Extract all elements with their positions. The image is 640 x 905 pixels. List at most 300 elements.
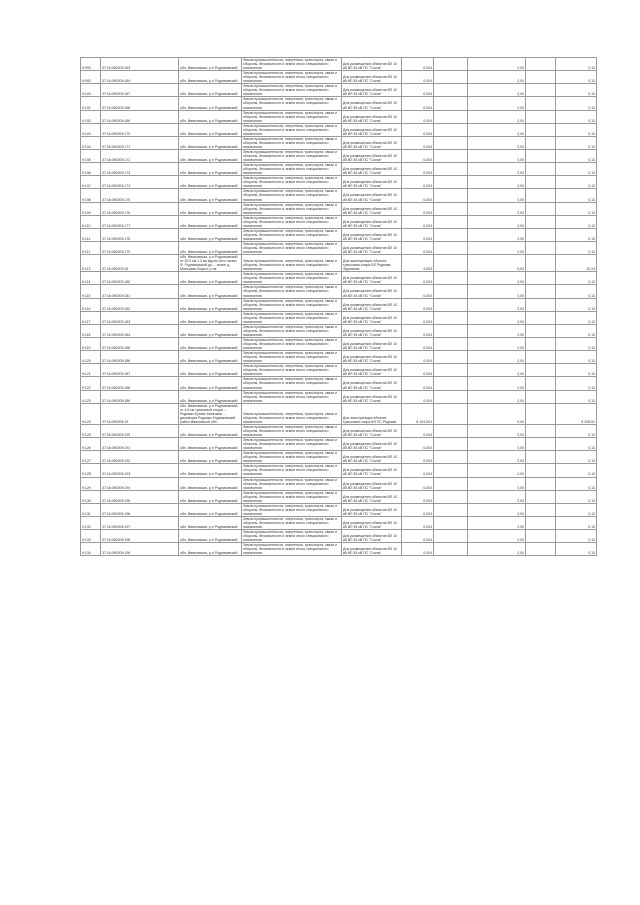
cadastral-number-cell: 37:16:090209:199 bbox=[101, 543, 179, 556]
cadastral-number-cell: 37:16:090209:180 bbox=[101, 272, 179, 285]
permitted-use-cell: Для размещения объектов ВЛ 10 кВ ВЛ 35 кВ ПС "Сосна" bbox=[342, 424, 402, 437]
value-cell-4: 0,13 bbox=[556, 451, 597, 464]
cadastral-number-cell: 37:16:090209:192 bbox=[101, 451, 179, 464]
value-cell-2: 2,00 bbox=[468, 215, 526, 228]
address-cell: обл. Ивановская, р-н Родниковский bbox=[179, 110, 242, 123]
value-cell-4: 0,13 bbox=[556, 71, 597, 84]
table-row bbox=[81, 228, 597, 241]
cadastral-number-cell: 37:16:090209:175 bbox=[101, 189, 179, 202]
permitted-use-cell: Для размещения объектов ВЛ 10 кВ ВЛ 35 кВ ПС "Сосна" bbox=[342, 272, 402, 285]
land-category-cell: Земли промышленности, энергетики, транспорта, связи и обороны, безопасности и земли иного специального назначения bbox=[242, 324, 342, 337]
row-number-cell: 9:102 bbox=[81, 110, 101, 123]
value-cell-2: 2,00 bbox=[468, 364, 526, 377]
value-cell-4: 0,13 bbox=[556, 543, 597, 556]
cadastral-number-cell: 37:16:090209:198 bbox=[101, 530, 179, 543]
row-number-cell: 9:123 bbox=[81, 390, 101, 403]
value-cell-4: 0,13 bbox=[556, 390, 597, 403]
row-number-cell: 9:100 bbox=[81, 84, 101, 97]
land-category-cell: Земли промышленности, энергетики, транспорта, связи и обороны, безопасности и земли иного специального назначения bbox=[242, 58, 342, 71]
value-cell-3 bbox=[526, 311, 556, 324]
area-cell: 0,004 bbox=[402, 298, 434, 311]
value-cell-1 bbox=[434, 71, 468, 84]
row-number-cell: 9:127 bbox=[81, 451, 101, 464]
table-row bbox=[81, 136, 597, 149]
address-cell: обл. Ивановская, р-н Родниковский bbox=[179, 176, 242, 189]
value-cell-1 bbox=[434, 311, 468, 324]
permitted-use-cell: Для эксплуатации объекта трассовая опора ВЛ Родники-Фурманов bbox=[342, 255, 402, 272]
row-number-cell: 9:106 bbox=[81, 163, 101, 176]
permitted-use-cell: Для размещения объектов ВЛ 10 кВ ВЛ 35 кВ ПС "Сосна" bbox=[342, 451, 402, 464]
cadastral-number-cell: 37:16:090209:167 bbox=[101, 84, 179, 97]
table-body bbox=[81, 58, 597, 556]
permitted-use-cell: Для размещения объектов ВЛ 10 кВ ВЛ 35 кВ ПС "Сосна" bbox=[342, 241, 402, 254]
value-cell-3 bbox=[526, 438, 556, 451]
address-cell: обл. Ивановская, р-н Родниковский bbox=[179, 149, 242, 162]
land-category-cell: Земли промышленности, энергетики, транспорта, связи и обороны, безопасности и земли иного специального назначения bbox=[242, 377, 342, 390]
land-category-cell: Земли промышленности, энергетики, транспорта, связи и обороны, безопасности и земли иного специального назначения bbox=[242, 390, 342, 403]
value-cell-2: 2,00 bbox=[468, 530, 526, 543]
cadastral-number-cell: 37:16:090209:19 bbox=[101, 403, 179, 424]
cadastral-number-cell: 37:16:090209:172 bbox=[101, 149, 179, 162]
address-cell: обл. Ивановская, р-н Родниковский bbox=[179, 71, 242, 84]
area-cell: 0,004 bbox=[402, 97, 434, 110]
table-row bbox=[81, 189, 597, 202]
cadastral-number-cell: 37:16:090209:174 bbox=[101, 176, 179, 189]
permitted-use-cell: Для размещения объектов ВЛ 10 кВ ВЛ 35 кВ ПС "Сосна" bbox=[342, 377, 402, 390]
permitted-use-cell: Для эксплуатации объекта трассовая опора ВЛ ПС Родники bbox=[342, 403, 402, 424]
area-cell: 0,004 bbox=[402, 215, 434, 228]
value-cell-1 bbox=[434, 403, 468, 424]
area-cell: 0,004 bbox=[402, 530, 434, 543]
value-cell-2: 2,00 bbox=[468, 176, 526, 189]
value-cell-2: 2,00 bbox=[468, 516, 526, 529]
table-row bbox=[81, 464, 597, 477]
land-category-cell: Земли промышленности, энергетики, транспорта, связи и обороны, безопасности и земли иного специального назначения bbox=[242, 451, 342, 464]
address-cell: обл. Ивановская, р-н Родниковский bbox=[179, 97, 242, 110]
value-cell-4: 0,13 bbox=[556, 324, 597, 337]
cadastral-number-cell: 37:16:090209:183 bbox=[101, 311, 179, 324]
cadastral-number-cell: 37:16:090209:187 bbox=[101, 364, 179, 377]
row-number-cell: 9:126 bbox=[81, 438, 101, 451]
area-cell: 0,004 bbox=[402, 58, 434, 71]
area-cell: 0,004 bbox=[402, 136, 434, 149]
table-row bbox=[81, 438, 597, 451]
value-cell-1 bbox=[434, 202, 468, 215]
table-row bbox=[81, 149, 597, 162]
value-cell-2: 2,00 bbox=[468, 110, 526, 123]
table-row bbox=[81, 477, 597, 490]
value-cell-4: 0,13 bbox=[556, 311, 597, 324]
row-number-cell: 9:133 bbox=[81, 530, 101, 543]
row-number-cell: 9:122 bbox=[81, 377, 101, 390]
area-cell: 0,004 bbox=[402, 424, 434, 437]
value-cell-4: 0,13 bbox=[556, 377, 597, 390]
address-cell: обл. Ивановская, р-н Родниковский bbox=[179, 477, 242, 490]
row-number-cell: 9:105 bbox=[81, 149, 101, 162]
permitted-use-cell: Для размещения объектов ВЛ 10 кВ ВЛ 35 кВ ПС "Сосна" bbox=[342, 530, 402, 543]
address-cell: обл. Ивановская, р-н Родниковский bbox=[179, 123, 242, 136]
permitted-use-cell: Для размещения объектов ВЛ 10 кВ ВЛ 35 кВ ПС "Сосна" bbox=[342, 490, 402, 503]
value-cell-4: 0,13 bbox=[556, 84, 597, 97]
land-category-cell: Земли промышленности, энергетики, транспорта, связи и обороны, безопасности и земли иного специального назначения bbox=[242, 530, 342, 543]
address-cell: обл. Ивановская, р-н Родниковский bbox=[179, 364, 242, 377]
row-number-cell: 9:124 bbox=[81, 403, 101, 424]
value-cell-2: 0,00 bbox=[468, 403, 526, 424]
value-cell-1 bbox=[434, 503, 468, 516]
value-cell-1 bbox=[434, 272, 468, 285]
land-category-cell: Земли промышленности, энергетики, транспорта, связи и обороны, безопасности и земли иного специального назначения bbox=[242, 241, 342, 254]
value-cell-1 bbox=[434, 338, 468, 351]
permitted-use-cell: Для размещения объектов ВЛ 10 кВ ВЛ 35 кВ ПС "Сосна" bbox=[342, 338, 402, 351]
value-cell-1 bbox=[434, 543, 468, 556]
value-cell-4: 0,13 bbox=[556, 123, 597, 136]
land-category-cell: Земли промышленности, энергетики, транспорта, связи и обороны, безопасности и земли иного специального назначения bbox=[242, 110, 342, 123]
address-cell: обл. Ивановская, р-н Родниковский bbox=[179, 424, 242, 437]
area-cell: 0,004 bbox=[402, 163, 434, 176]
cadastral-number-cell: 37:16:090209:179 bbox=[101, 241, 179, 254]
cadastral-number-cell: 37:16:090209:185 bbox=[101, 338, 179, 351]
value-cell-3 bbox=[526, 84, 556, 97]
area-cell: 0,004 bbox=[402, 543, 434, 556]
value-cell-3 bbox=[526, 215, 556, 228]
permitted-use-cell: Для размещения объектов ВЛ 10 кВ ВЛ 35 кВ ПС "Сосна" bbox=[342, 311, 402, 324]
value-cell-3 bbox=[526, 189, 556, 202]
value-cell-3 bbox=[526, 530, 556, 543]
area-cell: 0,004 bbox=[402, 438, 434, 451]
table-row bbox=[81, 71, 597, 84]
value-cell-3 bbox=[526, 123, 556, 136]
land-category-cell: Земли промышленности, энергетики, транспорта, связи и обороны, безопасности и земли иного специального назначения bbox=[242, 351, 342, 364]
address-cell: обл. Ивановская, р-н Родниковский bbox=[179, 136, 242, 149]
area-cell: 0,004 bbox=[402, 189, 434, 202]
table-row bbox=[81, 324, 597, 337]
table-row bbox=[81, 97, 597, 110]
value-cell-1 bbox=[434, 255, 468, 272]
permitted-use-cell: Для размещения объектов ВЛ 10 кВ ВЛ 35 кВ ПС "Сосна" bbox=[342, 516, 402, 529]
value-cell-4: 0,13 bbox=[556, 202, 597, 215]
table-row bbox=[81, 338, 597, 351]
value-cell-3 bbox=[526, 543, 556, 556]
row-number-cell: 9:101 bbox=[81, 97, 101, 110]
value-cell-2: 2,00 bbox=[468, 311, 526, 324]
value-cell-1 bbox=[434, 97, 468, 110]
cadastral-number-cell: 37:16:090209:186 bbox=[101, 351, 179, 364]
value-cell-2: 2,00 bbox=[468, 390, 526, 403]
land-category-cell: Земли промышленности, энергетики, транспорта, связи и обороны, безопасности и земли иного специального назначения bbox=[242, 189, 342, 202]
value-cell-4: 0,13 bbox=[556, 272, 597, 285]
area-cell: 0,004 bbox=[402, 351, 434, 364]
land-category-cell: Земли промышленности, энергетики, транспорта, связи и обороны, безопасности и земли иного специального назначения bbox=[242, 311, 342, 324]
area-cell: 4,004 bbox=[402, 255, 434, 272]
value-cell-1 bbox=[434, 451, 468, 464]
value-cell-1 bbox=[434, 285, 468, 298]
value-cell-2: 2,00 bbox=[468, 202, 526, 215]
area-cell: 0,004 bbox=[402, 84, 434, 97]
land-category-cell: Земли промышленности, энергетики, транспорта, связи и обороны, безопасности и земли иного специального назначения bbox=[242, 516, 342, 529]
area-cell: 8 104,004 bbox=[402, 403, 434, 424]
row-number-cell: 9:125 bbox=[81, 424, 101, 437]
area-cell: 0,004 bbox=[402, 451, 434, 464]
address-cell: обл. Ивановская, р-н Родниковский bbox=[179, 377, 242, 390]
permitted-use-cell: Для размещения объектов ВЛ 10 кВ ВЛ 35 кВ ПС "Сосна" bbox=[342, 176, 402, 189]
cadastral-number-cell: 37:16:090209:194 bbox=[101, 477, 179, 490]
land-category-cell: Земли промышленности, энергетики, транспорта, связи и обороны, безопасности и земли иного специального назначения bbox=[242, 285, 342, 298]
row-number-cell: 9:112 bbox=[81, 241, 101, 254]
cadastral-number-cell: 37:16:090209:196 bbox=[101, 503, 179, 516]
value-cell-1 bbox=[434, 215, 468, 228]
land-parcels-table bbox=[80, 57, 597, 556]
value-cell-4: 0,13 bbox=[556, 241, 597, 254]
area-cell: 0,004 bbox=[402, 228, 434, 241]
table-row bbox=[81, 58, 597, 71]
table-row bbox=[81, 215, 597, 228]
value-cell-3 bbox=[526, 272, 556, 285]
address-cell: обл. Ивановская, р-н Родниковский bbox=[179, 338, 242, 351]
value-cell-1 bbox=[434, 123, 468, 136]
permitted-use-cell: Для размещения объектов ВЛ 10 кВ ВЛ 35 кВ ПС "Сосна" bbox=[342, 390, 402, 403]
row-number-cell: 9:118 bbox=[81, 324, 101, 337]
value-cell-3 bbox=[526, 163, 556, 176]
value-cell-2: 2,00 bbox=[468, 351, 526, 364]
value-cell-1 bbox=[434, 58, 468, 71]
permitted-use-cell: Для размещения объектов ВЛ 10 кВ ВЛ 35 кВ ПС "Сосна" bbox=[342, 84, 402, 97]
land-category-cell: Земли промышленности, энергетики, транспорта, связи и обороны, безопасности и земли иного специального назначения bbox=[242, 503, 342, 516]
area-cell: 0,004 bbox=[402, 123, 434, 136]
land-category-cell: Земли промышленности, энергетики, транспорта, связи и обороны, безопасности и земли иного специального назначения bbox=[242, 136, 342, 149]
area-cell: 0,004 bbox=[402, 285, 434, 298]
value-cell-1 bbox=[434, 176, 468, 189]
value-cell-3 bbox=[526, 176, 556, 189]
cadastral-number-cell: 37:16:090209:18 bbox=[101, 255, 179, 272]
row-number-cell: 9:111 bbox=[81, 228, 101, 241]
value-cell-3 bbox=[526, 490, 556, 503]
value-cell-2: 2,00 bbox=[468, 272, 526, 285]
value-cell-4: 0,13 bbox=[556, 516, 597, 529]
value-cell-3 bbox=[526, 364, 556, 377]
value-cell-4: 0,13 bbox=[556, 364, 597, 377]
value-cell-3 bbox=[526, 255, 556, 272]
value-cell-1 bbox=[434, 84, 468, 97]
land-category-cell: Земли промышленности, энергетики, транспорта, связи и обороны, безопасности и земли иного специального назначения bbox=[242, 176, 342, 189]
table-row bbox=[81, 503, 597, 516]
row-number-cell: 9:108 bbox=[81, 189, 101, 202]
value-cell-2: 2,00 bbox=[468, 228, 526, 241]
area-cell: 0,004 bbox=[402, 377, 434, 390]
address-cell: обл. Ивановская, р-н Родниковский bbox=[179, 451, 242, 464]
cadastral-number-cell: 37:16:090209:173 bbox=[101, 163, 179, 176]
address-cell: обл. Ивановская, р-н Родниковский bbox=[179, 215, 242, 228]
value-cell-2: 2,00 bbox=[468, 58, 526, 71]
value-cell-4: 0,13 bbox=[556, 438, 597, 451]
value-cell-2: 2,00 bbox=[468, 477, 526, 490]
value-cell-4: 0,13 bbox=[556, 97, 597, 110]
permitted-use-cell: Для размещения объектов ВЛ 10 кВ ВЛ 35 кВ ПС "Сосна" bbox=[342, 228, 402, 241]
cadastral-number-cell: 37:16:090209:181 bbox=[101, 285, 179, 298]
value-cell-1 bbox=[434, 490, 468, 503]
value-cell-4: 0,13 bbox=[556, 228, 597, 241]
area-cell: 0,004 bbox=[402, 464, 434, 477]
table-row bbox=[81, 84, 597, 97]
value-cell-2: 2,00 bbox=[468, 338, 526, 351]
land-category-cell: Земли промышленности, энергетики, транспорта, связи и обороны, безопасности и земли иного специального назначения bbox=[242, 543, 342, 556]
value-cell-3 bbox=[526, 241, 556, 254]
table-row bbox=[81, 285, 597, 298]
row-number-cell: 9:129 bbox=[81, 477, 101, 490]
permitted-use-cell: Для размещения объектов ВЛ 10 кВ ВЛ 35 кВ ПС "Сосна" bbox=[342, 438, 402, 451]
cadastral-number-cell: 37:16:090209:164 bbox=[101, 71, 179, 84]
value-cell-4: 0,13 bbox=[556, 189, 597, 202]
value-cell-3 bbox=[526, 71, 556, 84]
address-cell: обл. Ивановская, р-н Родниковский bbox=[179, 285, 242, 298]
permitted-use-cell: Для размещения объектов ВЛ 10 кВ ВЛ 35 кВ ПС "Сосна" bbox=[342, 324, 402, 337]
address-cell: обл. Ивановская, р-н Родниковский bbox=[179, 189, 242, 202]
address-cell: обл. Ивановская, р-н Родниковский bbox=[179, 490, 242, 503]
area-cell: 0,004 bbox=[402, 324, 434, 337]
value-cell-3 bbox=[526, 516, 556, 529]
value-cell-3 bbox=[526, 202, 556, 215]
value-cell-3 bbox=[526, 477, 556, 490]
address-cell: обл. Ивановская, р-н Родниковский, от 4.6 км трассовой опоры ... Родники-Бутово Кинешма ... дистанция Родники-Родниковский район Ивановской обл. bbox=[179, 403, 242, 424]
value-cell-2: 2,00 bbox=[468, 438, 526, 451]
value-cell-2: 2,00 bbox=[468, 424, 526, 437]
cadastral-number-cell: 37:16:090209:169 bbox=[101, 110, 179, 123]
permitted-use-cell: Для размещения объектов ВЛ 10 кВ ВЛ 35 кВ ПС "Сосна" bbox=[342, 298, 402, 311]
address-cell: обл. Ивановская, р-н Родниковский bbox=[179, 503, 242, 516]
land-category-cell: Земли промышленности, энергетики, транспорта, связи и обороны, безопасности и земли иного специального назначения bbox=[242, 364, 342, 377]
value-cell-3 bbox=[526, 403, 556, 424]
area-cell: 0,004 bbox=[402, 176, 434, 189]
address-cell: обл. Ивановская, р-н Родниковский bbox=[179, 390, 242, 403]
area-cell: 0,004 bbox=[402, 503, 434, 516]
document-page bbox=[80, 57, 596, 556]
area-cell: 0,004 bbox=[402, 241, 434, 254]
land-category-cell: Земли промышленности, энергетики, транспорта, связи и обороны, безопасности и земли иного специального назначения bbox=[242, 464, 342, 477]
permitted-use-cell: Для размещения объектов ВЛ 10 кВ ВЛ 35 кВ ПС "Сосна" bbox=[342, 364, 402, 377]
cadastral-number-cell: 37:16:090209:184 bbox=[101, 324, 179, 337]
value-cell-1 bbox=[434, 377, 468, 390]
value-cell-3 bbox=[526, 285, 556, 298]
address-cell: обл. Ивановская, р-н Родниковский bbox=[179, 58, 242, 71]
cadastral-number-cell: 37:16:090209:193 bbox=[101, 464, 179, 477]
value-cell-3 bbox=[526, 464, 556, 477]
address-cell: обл. Ивановская, р-н Родниковский bbox=[179, 228, 242, 241]
permitted-use-cell: Для размещения объектов ВЛ 10 кВ ВЛ 35 кВ ПС "Сосна" bbox=[342, 351, 402, 364]
value-cell-2: 2,00 bbox=[468, 189, 526, 202]
address-cell: обл. Ивановская, р-н Родниковский bbox=[179, 202, 242, 215]
row-number-cell: 9:115 bbox=[81, 285, 101, 298]
permitted-use-cell: Для размещения объектов ВЛ 10 кВ ВЛ 35 кВ ПС "Сосна" bbox=[342, 285, 402, 298]
row-number-cell: 9:113 bbox=[81, 255, 101, 272]
table-row bbox=[81, 176, 597, 189]
value-cell-2: 2,00 bbox=[468, 543, 526, 556]
value-cell-3 bbox=[526, 324, 556, 337]
land-category-cell: Земли промышленности, энергетики, транспорта, связи и обороны, безопасности и земли иного специального назначения bbox=[242, 477, 342, 490]
land-category-cell: Земли промышленности, энергетики, транспорта, связи и обороны, безопасности и земли иного специального назначения bbox=[242, 123, 342, 136]
value-cell-3 bbox=[526, 110, 556, 123]
value-cell-2: 2,00 bbox=[468, 451, 526, 464]
address-cell: обл. Ивановская, р-н Родниковский bbox=[179, 163, 242, 176]
value-cell-4: 0,13 bbox=[556, 490, 597, 503]
value-cell-1 bbox=[434, 516, 468, 529]
table-row bbox=[81, 298, 597, 311]
table-row bbox=[81, 516, 597, 529]
land-category-cell: Земли промышленности, энергетики, транспорта, связи и обороны, безопасности и земли иного специального назначения bbox=[242, 424, 342, 437]
address-cell: обл. Ивановская, р-н Родниковский bbox=[179, 530, 242, 543]
value-cell-4: 0,13 bbox=[556, 298, 597, 311]
value-cell-2: 2,00 bbox=[468, 97, 526, 110]
address-cell: обл. Ивановская, р-н Родниковский bbox=[179, 84, 242, 97]
value-cell-3 bbox=[526, 451, 556, 464]
value-cell-3 bbox=[526, 338, 556, 351]
value-cell-2: 2,00 bbox=[468, 123, 526, 136]
value-cell-2: 2,00 bbox=[468, 298, 526, 311]
value-cell-4: 0,13 bbox=[556, 351, 597, 364]
value-cell-2: 2,00 bbox=[468, 285, 526, 298]
value-cell-1 bbox=[434, 149, 468, 162]
permitted-use-cell: Для размещения объектов ВЛ 10 кВ ВЛ 35 кВ ПС "Сосна" bbox=[342, 149, 402, 162]
address-cell: обл. Ивановская, р-н Родниковский bbox=[179, 464, 242, 477]
row-number-cell: 9:131 bbox=[81, 503, 101, 516]
permitted-use-cell: Для размещения объектов ВЛ 10 кВ ВЛ 35 кВ ПС "Сосна" bbox=[342, 58, 402, 71]
value-cell-4: 0,13 bbox=[556, 215, 597, 228]
cadastral-number-cell: 37:16:090209:189 bbox=[101, 390, 179, 403]
table-row bbox=[81, 110, 597, 123]
value-cell-1 bbox=[434, 530, 468, 543]
area-cell: 0,004 bbox=[402, 272, 434, 285]
cadastral-number-cell: 37:16:090209:178 bbox=[101, 228, 179, 241]
table-row bbox=[81, 530, 597, 543]
table-row bbox=[81, 543, 597, 556]
value-cell-2: 0,00 bbox=[468, 255, 526, 272]
value-cell-3 bbox=[526, 298, 556, 311]
value-cell-4: 0,13 bbox=[556, 503, 597, 516]
value-cell-1 bbox=[434, 324, 468, 337]
value-cell-3 bbox=[526, 351, 556, 364]
row-number-cell: 9:109 bbox=[81, 202, 101, 215]
value-cell-2: 2,00 bbox=[468, 71, 526, 84]
land-category-cell: Земли промышленности, энергетики, транспорта, связи и обороны, безопасности и земли иного специального назначения bbox=[242, 272, 342, 285]
area-cell: 0,004 bbox=[402, 338, 434, 351]
cadastral-number-cell: 37:16:090209:191 bbox=[101, 438, 179, 451]
cadastral-number-cell: 37:16:090209:168 bbox=[101, 97, 179, 110]
value-cell-3 bbox=[526, 149, 556, 162]
permitted-use-cell: Для размещения объектов ВЛ 10 кВ ВЛ 35 кВ ПС "Сосна" bbox=[342, 215, 402, 228]
permitted-use-cell: Для размещения объектов ВЛ 10 кВ ВЛ 35 кВ ПС "Сосна" bbox=[342, 202, 402, 215]
address-cell: обл. Ивановская, р-н Родниковский bbox=[179, 298, 242, 311]
table-row bbox=[81, 377, 597, 390]
value-cell-1 bbox=[434, 163, 468, 176]
value-cell-2: 2,00 bbox=[468, 377, 526, 390]
land-category-cell: Земли промышленности, энергетики, транспорта, связи и обороны, безопасности и земли иного специального назначения bbox=[242, 71, 342, 84]
address-cell: обл. Ивановская, р-н Родниковский bbox=[179, 351, 242, 364]
table-row bbox=[81, 272, 597, 285]
value-cell-4: 0,13 bbox=[556, 149, 597, 162]
value-cell-3 bbox=[526, 390, 556, 403]
value-cell-2: 2,00 bbox=[468, 503, 526, 516]
permitted-use-cell: Для размещения объектов ВЛ 10 кВ ВЛ 35 кВ ПС "Сосна" bbox=[342, 123, 402, 136]
row-number-cell: 9:110 bbox=[81, 215, 101, 228]
value-cell-4: 0,13 bbox=[556, 424, 597, 437]
area-cell: 0,004 bbox=[402, 364, 434, 377]
land-category-cell: Земли промышленности, энергетики, транспорта, связи и обороны, безопасности и земли иного специального назначения bbox=[242, 298, 342, 311]
address-cell: обл. Ивановская, р-н Родниковский bbox=[179, 272, 242, 285]
address-cell: обл. Ивановская, р-н Родниковский, от 20.0 км 1.3 км вдоль сети линии Ф. Родниковской до ... возле д. Мальцево Ворон. р-на bbox=[179, 255, 242, 272]
land-category-cell: Земли промышленности, энергетики, транспорта, связи и обороны, безопасности и земли иного специального назначения bbox=[242, 163, 342, 176]
area-cell: 0,004 bbox=[402, 311, 434, 324]
value-cell-4: 0,13 bbox=[556, 464, 597, 477]
value-cell-4: 10,24 bbox=[556, 255, 597, 272]
cadastral-number-cell: 37:16:090209:190 bbox=[101, 424, 179, 437]
